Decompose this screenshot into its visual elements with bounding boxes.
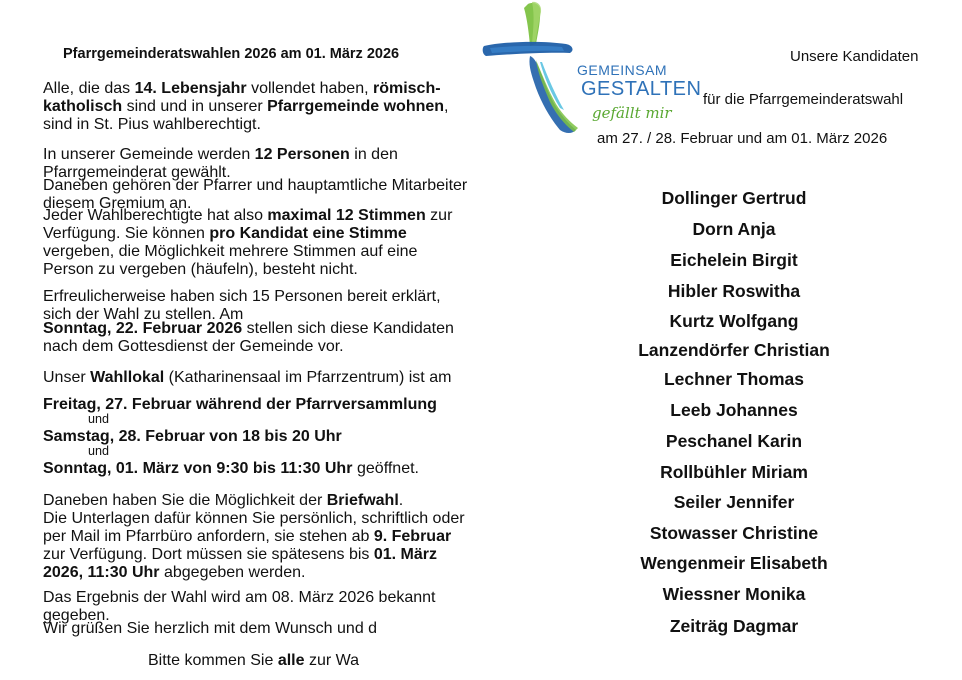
paragraph-presentation: Sonntag, 22. Februar 2026 stellen sich diese Kandidaten nach dem Gottesdienst der Gemeinde vor.: [43, 320, 454, 355]
logo-line-gestalten: GESTALTEN: [581, 78, 702, 100]
candidate-name: Seiler Jennifer: [673, 492, 795, 512]
page-title: Pfarrgemeinderatswahlen 2026 am 01. März 2026: [63, 46, 400, 62]
election-subheading: für die Pfarrgemeinderatswahl: [703, 91, 904, 108]
candidate-name: Stowasser Christine: [649, 523, 819, 543]
candidate-name: Rollbühler Miriam: [660, 462, 808, 482]
schedule-sunday: Sonntag, 01. März von 9:30 bis 11:30 Uhr: [43, 460, 353, 477]
candidate-name: Peschanel Karin: [665, 431, 803, 451]
paragraph-polling-station: Unser Wahllokal (Katharinensaal im Pfarrzentrum) ist am: [43, 369, 452, 386]
paragraph-candidates-count: Erfreulicherweise haben sich 15 Personen bereit erklärt, sich der Wahl zu stellen. Am: [43, 288, 441, 323]
schedule-geoeffnet: geöffnet.: [357, 460, 419, 477]
paragraph-briefwahl: Daneben haben Sie die Möglichkeit der Briefwahl.: [43, 492, 404, 509]
candidate-name: Lechner Thomas: [663, 369, 805, 389]
paragraph-greeting: Wir grüßen Sie herzlich mit dem Wunsch und d: [43, 620, 378, 637]
candidate-name: Wiessner Monika: [662, 584, 806, 604]
schedule-friday: Freitag, 27. Februar während der Pfarrversammlung: [43, 396, 437, 413]
paragraph-seats: In unserer Gemeinde werden 12 Personen in den Pfarrgemeinderat gewählt.: [43, 146, 398, 181]
candidate-name: Wengenmeir Elisabeth: [640, 553, 828, 573]
candidate-name: Dorn Anja: [692, 219, 776, 239]
paragraph-invitation: Bitte kommen Sie alle zur Wa: [148, 652, 360, 669]
paragraph-members: Daneben gehören der Pfarrer und hauptamtliche Mitarbeiter diesem Gremium an.: [43, 177, 468, 212]
gemeinsam-gestalten-logo: [480, 0, 702, 140]
schedule-saturday: Samstag, 28. Februar von 18 bis 20 Uhr: [43, 428, 342, 445]
paragraph-votes: Jeder Wahlberechtigte hat also maximal 12 Stimmen zur Verfügung. Sie können pro Kandidat eine Stimme vergeben, die Möglichkeit mehrere Stimmen auf eine Person zu vergeben (häufeln), besteht nicht.: [43, 207, 453, 278]
candidate-name: Hibler Roswitha: [667, 281, 801, 301]
logo-line-gemeinsam: GEMEINSAM: [577, 62, 668, 78]
candidates-heading: Unsere Kandidaten: [790, 48, 919, 65]
paragraph-eligibility: Alle, die das 14. Lebensjahr vollendet haben, römisch-katholisch sind und in unserer Pfarrgemeinde wohnen, sind in St. Pius wahlberechtigt.: [43, 80, 449, 133]
candidate-name: Lanzendörfer Christian: [638, 340, 830, 360]
candidate-name: Dollinger Gertrud: [661, 188, 807, 208]
candidate-name: Leeb Johannes: [670, 400, 798, 420]
candidate-name: Zeiträg Dagmar: [669, 616, 799, 636]
paragraph-result: Das Ergebnis der Wahl wird am 08. März 2026 bekannt gegeben.: [43, 589, 436, 624]
schedule-und-2: und: [88, 444, 110, 458]
logo-line-gefaellt-mir: gefällt mir: [592, 104, 672, 122]
election-dates: am 27. / 28. Februar und am 01. März 2026: [597, 130, 888, 147]
candidate-name: Eichelein Birgit: [670, 250, 798, 270]
paragraph-briefwahl-details: Die Unterlagen dafür können Sie persönlich, schriftlich oder per Mail im Pfarrbüro anfordern, sie stehen ab 9. Februar zur Verfügung. Dort müssen sie spätesens bis 01. März 2026, 11:30 Uhr abgegeben werden.: [43, 510, 465, 581]
candidate-name: Kurtz Wolfgang: [669, 311, 799, 331]
schedule-und-1: und: [88, 412, 110, 426]
